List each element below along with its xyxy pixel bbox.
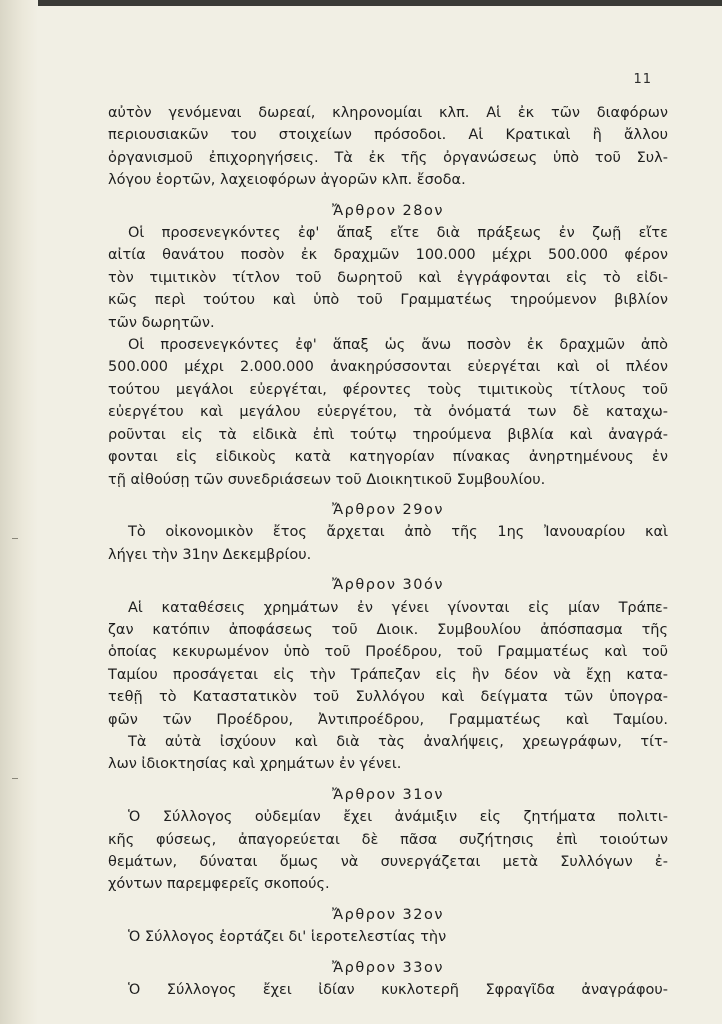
text-line: λόγου ἑορτῶν, λαχειοφόρων ἀγορῶν κλπ. ἔσοδα.: [108, 172, 466, 189]
article-heading: Ἄρθρον 28ον: [332, 202, 444, 219]
text-line: ροῦνται εἰς τὰ εἰδικὰ ἐπὶ τούτῳ τηρούμενα βιβλία καὶ ἀναγρά-: [108, 426, 668, 443]
margin-mark: [12, 778, 18, 779]
text-line: ὀργανισμοῦ ἐπιχορηγήσεις. Τὰ ἐκ τῆς ὀργανώσεως ὑπὸ τοῦ Συλ-: [108, 149, 668, 166]
text-line: ζαν κατόπιν ἀποφάσεως τοῦ Διοικ. Συμβουλίου ἀπόσπασμα τῆς: [108, 621, 668, 638]
text-line: Ταμίου προσάγεται εἰς τὴν Τράπεζαν εἰς ἣν δέον νὰ ἔχῃ κατα-: [108, 666, 668, 683]
text-line: εὐεργέτου καὶ μεγάλου εὐεργέτου, τὰ ὀνόματά των δὲ καταχω-: [108, 404, 668, 421]
article-heading: Ἄρθρον 32ον: [332, 906, 444, 923]
text-line: φῶν τῶν Προέδρου, Ἀντιπροέδρου, Γραμματέως καὶ Ταμίου.: [108, 711, 668, 728]
text-line: λων ἰδιοκτησίας καὶ χρημάτων ἐν γένει.: [108, 756, 402, 773]
text-line: Οἱ προσενεγκόντες ἐφ' ἅπαξ εἴτε διὰ πράξεως ἐν ζωῇ εἴτε: [128, 225, 668, 242]
text-line: τῇ αἰθούσῃ τῶν συνεδριάσεων τοῦ Διοικητικοῦ Συμβουλίου.: [108, 471, 546, 488]
page-top-edge: [0, 0, 722, 6]
text-line: Τὸ οἰκονομικὸν ἔτος ἄρχεται ἀπὸ τῆς 1ης Ἰανουαρίου καὶ: [128, 524, 668, 541]
heading-gap: [108, 896, 668, 904]
text-line: λήγει τὴν 31ην Δεκεμβρίου.: [108, 546, 312, 563]
text-line: περιουσιακῶν του στοιχείων πρόσοδοι. Αἱ Κρατικαὶ ἢ ἄλλου: [108, 127, 668, 144]
text-line: Οἱ προσενεγκόντες ἐφ' ἅπαξ ὡς ἄνω ποσὸν ἐκ δραχμῶν ἀπὸ: [128, 337, 668, 354]
heading-gap: [108, 776, 668, 784]
article-heading: Ἄρθρον 30όν: [332, 577, 444, 594]
text-line: τῶν δωρητῶν.: [108, 314, 215, 331]
page-number: 11: [633, 72, 652, 87]
heading-gap: [108, 192, 668, 200]
text-line: τὸν τιμιτικὸν τίτλον τοῦ δωρητοῦ καὶ ἐγγράφονται εἰς τὸ εἰδι-: [108, 269, 668, 286]
article-heading: Ἄρθρον 33ον: [332, 959, 444, 976]
text-line: Ὁ Σύλλογος ἔχει ἰδίαν κυκλοτερῆ Σφραγῖδα ἀναγράφου-: [128, 982, 668, 999]
article-heading: Ἄρθρον 29ον: [332, 501, 444, 518]
text-line: τούτου μεγάλοι εὐεργέται, φέροντες τοὺς τιμιτικοὺς τίτλους τοῦ: [108, 381, 668, 398]
text-line: φονται εἰς εἰδικοὺς κατὰ κατηγορίαν πίνακας ἀνηρτημένους ἐν: [108, 449, 668, 466]
heading-gap: [108, 949, 668, 957]
text-line: Ὁ Σύλλογος οὐδεμίαν ἔχει ἀνάμιξιν εἰς ζητήματα πολιτι-: [128, 809, 668, 826]
body-text: [108, 102, 668, 1001]
text-line: κῶς περὶ τούτου καὶ ὑπὸ τοῦ Γραμματέως τηρούμενον βιβλίον: [108, 292, 668, 309]
heading-gap: [108, 566, 668, 574]
text-line: Ὁ Σύλλογος ἑορτάζει δι' ἱεροτελεστίας τὴν: [128, 929, 447, 946]
text-line: ὁποίας κεκυρωμένον ὑπὸ τοῦ Προέδρου, τοῦ Γραμματέως καὶ τοῦ: [108, 644, 668, 661]
text-line: θεμάτων, δύναται ὅμως νὰ συνεργάζεται μετὰ Συλλόγων ἐ-: [108, 854, 668, 870]
text-line: τεθῇ τὸ Καταστατικὸν τοῦ Συλλόγου καὶ δείγματα τῶν ὑπογρα-: [108, 689, 668, 706]
text-line: αἰτία θανάτου ποσὸν ἐκ δραχμῶν 100.000 μέχρι 500.000 φέρον: [108, 247, 668, 264]
text-line: Αἱ καταθέσεις χρημάτων ἐν γένει γίνονται εἰς μίαν Τράπε-: [128, 599, 668, 616]
text-line: κῆς φύσεως, ἀπαγορεύεται δὲ πᾶσα συζήτησις ἐπὶ τοιούτων: [108, 831, 668, 848]
article-heading: Ἄρθρον 31ον: [332, 786, 444, 803]
text-line: χόντων παρεμφερεῖς σκοπούς.: [108, 876, 330, 893]
heading-gap: [108, 491, 668, 499]
binding-shadow: [0, 0, 38, 1024]
margin-mark: [12, 538, 18, 539]
text-line: 500.000 μέχρι 2.000.000 ἀνακηρύσσονται εὐεργέται καὶ οἱ πλέον: [108, 359, 668, 376]
text-line: Τὰ αὐτὰ ἰσχύουν καὶ διὰ τὰς ἀναλήψεις, χρεωγράφων, τίτ-: [128, 733, 668, 750]
text-line: αὐτὸν γενόμεναι δωρεαί, κληρονομίαι κλπ. Αἱ ἐκ τῶν διαφόρων: [108, 105, 668, 121]
